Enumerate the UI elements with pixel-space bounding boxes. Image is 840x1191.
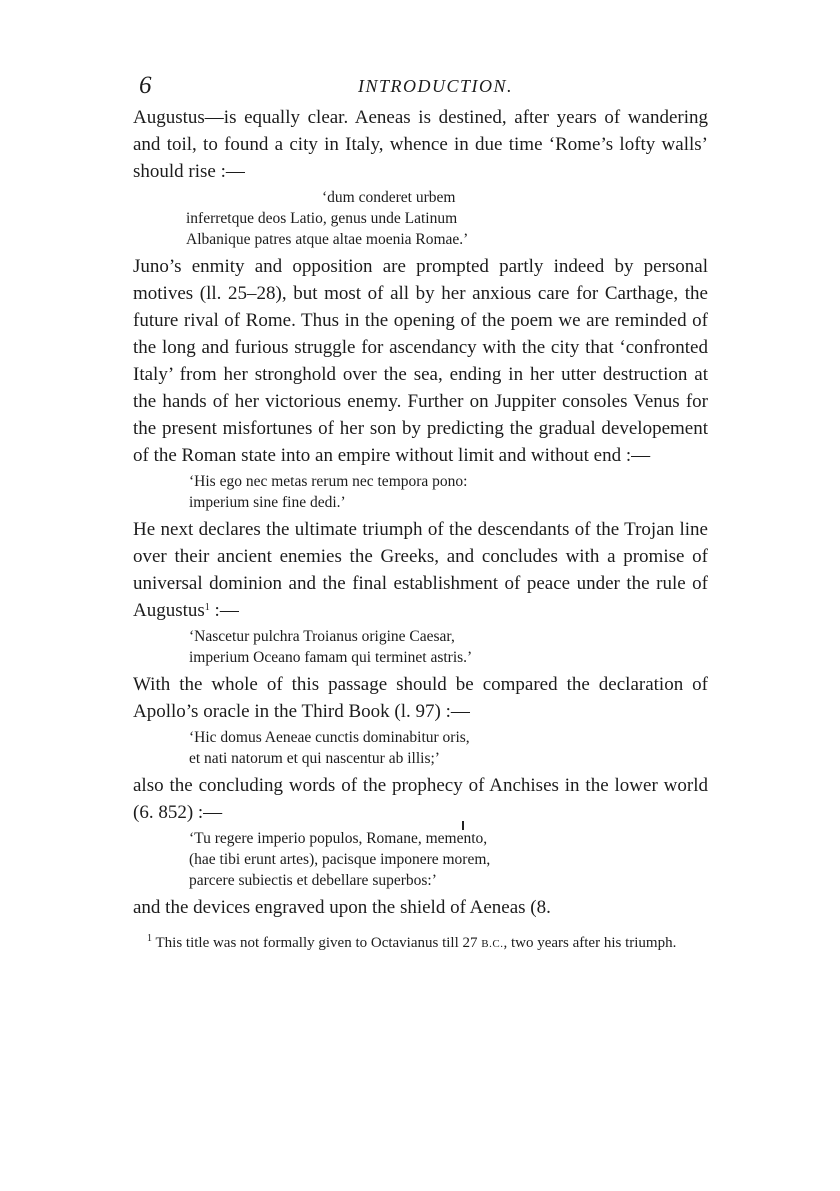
verse-line: Albanique patres atque altae moenia Romae.’ <box>186 231 469 248</box>
paragraph-4: With the whole of this passage should be compared the declaration of Apollo’s oracle in the Third Book (l. 97) :— <box>133 674 708 722</box>
paragraph-3 <box>133 516 708 624</box>
verse-line: imperium sine fine dedi.’ <box>189 494 346 511</box>
page-number: 6 <box>139 72 152 99</box>
footnote-marker: 1 <box>147 933 152 944</box>
quotation-1 <box>133 187 708 250</box>
page-header <box>133 70 708 104</box>
footnote-reference: 1 <box>204 602 210 613</box>
page <box>133 70 708 955</box>
verse-line: et nati natorum et qui nascentur ab illis;’ <box>189 750 440 767</box>
running-title: INTRODUCTION. <box>357 76 514 96</box>
quotation-5 <box>133 828 708 891</box>
paragraph-5: also the concluding words of the prophecy of Anchises in the lower world (6. 852) :— <box>133 775 708 823</box>
footnote-text-start: This title was not formally given to Octavianus till 27 <box>155 935 478 951</box>
quotation-2 <box>133 471 708 513</box>
verse-line: ‘Hic domus Aeneae cunctis dominabitur oris, <box>189 729 470 746</box>
footnote-text-end: , two years after his triumph. <box>503 935 677 951</box>
paragraph-3-end: :— <box>209 600 239 621</box>
verse-line: parcere subiectis et debellare superbos:’ <box>189 872 437 889</box>
verse-line: (hae tibi erunt artes), pacisque imponere morem, <box>189 851 491 868</box>
verse-line: ‘Nascetur pulchra Troianus origine Caesar, <box>189 628 455 645</box>
verse-line: inferretque deos Latio, genus unde Latinum <box>186 210 458 227</box>
quotation-3 <box>133 626 708 668</box>
paragraph-6: and the devices engraved upon the shield of Aeneas (8. <box>133 897 551 918</box>
verse-line: ‘Tu regere imperio populos, Romane, memento, <box>189 830 488 847</box>
footnote <box>133 933 708 955</box>
stray-print-mark <box>462 821 464 830</box>
verse-line: ‘dum conderet urbem <box>322 189 456 206</box>
verse-line: imperium Oceano famam qui terminet astris.’ <box>189 649 473 666</box>
quotation-4 <box>133 727 708 769</box>
paragraph-3-text: He next declares the ultimate triumph of the descendants of the Trojan line over their ancient enemies the Greeks, and concludes with a promise of universal dominion and the final establishment of peace under the rule of Augustus <box>133 519 708 621</box>
paragraph-1: Augustus—is equally clear. Aeneas is destined, after years of wandering and toil, to found a city in Italy, whence in due time ‘Rome’s lofty walls’ should rise :— <box>133 107 708 182</box>
footnote-text <box>133 933 708 955</box>
footnote-era: B.C. <box>481 938 504 950</box>
verse-line: ‘His ego nec metas rerum nec tempora pono: <box>189 473 468 490</box>
paragraph-2: Juno’s enmity and opposition are prompted partly indeed by personal motives (ll. 25–28), but most of all by her anxious care for Carthage, the future rival of Rome. Thus in the opening of the poem we are reminded of the long and furious struggle for ascendancy with the city that ‘confronted Italy’ from her stronghold over the sea, ending in her utter destruction at the hands of her victorious enemy. Further on Juppiter consoles Venus for the present misfortunes of her son by predicting the gradual developement of the Roman state into an empire without limit and without end :— <box>133 256 708 466</box>
